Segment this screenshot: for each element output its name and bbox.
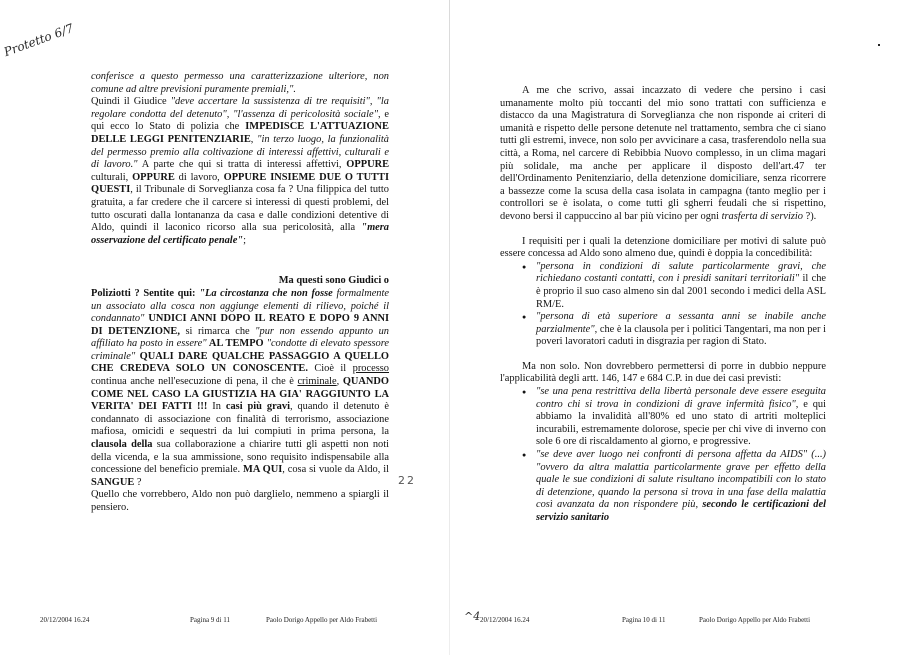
text-span: trasferta di servizio: [721, 210, 804, 222]
text-span: criminale: [297, 376, 337, 388]
text-span: Cioè il: [307, 363, 353, 375]
text-span: conferisce a questo permesso una caratterizzazione ulteriore, non comune ad altre previsioni puramente premiali,".: [91, 71, 389, 95]
text-span: "mera osservazione del certificato penale": [91, 222, 389, 246]
text-span: ?: [134, 476, 142, 488]
text-span: AL TEMPO: [206, 338, 267, 350]
paragraph-gap: [91, 247, 389, 261]
text-span: , il Tribunale di Sorveglianza cosa fa ? Una filippica del tutto gratuita, a far credere che il carcere si interessi di questi problemi, del tutto oscurati dalla lontananza da casa e dalle condizioni detentive di Aldo, quindi il laconico ricorso alla sua pericolosità, alla: [91, 184, 389, 234]
paragraph: [91, 96, 389, 247]
text-span: "persona in condizioni di salute particolarmente gravi, che richiedano costanti contatti, con i presidi sanitari territoriali": [536, 260, 826, 285]
text-span: SANGUE: [91, 476, 135, 488]
paragraph: Ma non solo. Non dovrebbero permettersi di porre in dubbio neppure l'applicabilità degli artt. 146, 147 e 684 C.P. in due dei casi previsti:: [500, 360, 826, 385]
text-span: il che è proprio il suo caso almeno sin dal 2001 secondo i medici della ASL RM/E.: [536, 273, 827, 310]
text-span: sua collaborazione a chiarire tutti gli aspetti non noti della vicenda, e la sua ammissione, sono requisito indispensabile alla concessione del beneficio premiale.: [91, 439, 389, 476]
footer-page-number: Pagina 9 di 11: [190, 616, 230, 624]
section-heading: Ma questi sono Giudici o: [278, 275, 389, 287]
text-span: casi più gravi: [225, 401, 290, 413]
text-span: IMPEDISCE L'ATTUAZIONE DELLE LEGGI PENITENZIARIE: [91, 121, 389, 145]
list-item: [522, 386, 826, 449]
text-span: "in terzo luogo, la funzionalità del permesso premio alla coltivazione di interessi affettivi, culturali e di lavoro.": [91, 133, 389, 171]
text-span: continua anche nell'esecuzione di pena, il che è: [91, 376, 298, 388]
list-item: [522, 261, 826, 311]
footer-page-number: Pagina 10 di 11: [622, 616, 666, 624]
footer-date: 20/12/2004 16.24: [480, 616, 530, 624]
text-span: "se deve aver luogo nei confronti di persona affetta da AIDS" (...) "ovvero da altra malattia particolarmente grave per effetto della quale le sue condizioni di salute risultano incompatibili con lo stato di detenzione, quando la persona si trova in una fase della malattia così avanzata da non rispondere più,: [536, 449, 826, 511]
paragraph: Quello che vorrebbero, Aldo non può darglielo, nemmeno a spiargli il pensiero.: [91, 489, 389, 513]
list-item: [522, 311, 826, 349]
text-span: "se una pena restrittiva della libertà personale deve essere eseguita contro chi si trova in condizioni di grave infermità fisico": [536, 386, 826, 410]
text-span: processo: [352, 363, 389, 375]
text-span: UNDICI ANNI DOPO IL REATO E DOPO 9 ANNI DI DETENZIONE,: [91, 313, 389, 337]
text-span: , e qui abbiamo la invalidità all'80% ed uno stato di artriti molteplici incurabili, estremamente dolorose, specie per chi vive di inverno con sole 6 ore di riscaldamento al giorno, e progressive.: [536, 398, 826, 448]
text-span: MA QUI: [243, 464, 283, 476]
paragraph: [91, 71, 389, 96]
text-span: Poliziotti ? Sentite qui:: [91, 287, 200, 299]
text-span: "condotte di elevato spessore criminale": [91, 338, 390, 362]
text-span: OPPURE: [132, 171, 175, 183]
footer-date: 20/12/2004 16.24: [40, 616, 90, 624]
text-span: , e qui ecco lo Stato di polizia che: [91, 108, 389, 133]
list-item: [522, 449, 826, 525]
text-span: ?).: [803, 210, 817, 222]
paragraph: [91, 288, 389, 490]
text-span: "persona di età superiore a sessanta anni se inabile anche parzialmente": [536, 311, 826, 335]
text-span: ,: [250, 133, 258, 145]
text-span: si rimarca che: [179, 325, 256, 337]
paragraph: [500, 85, 826, 224]
text-span: "La circostanza che non fosse: [199, 287, 333, 299]
text-span: secondo le certificazioni del servizio sanitario: [536, 499, 826, 523]
text-span: culturali,: [91, 171, 133, 183]
text-span: ;: [243, 234, 246, 246]
text-span: clausola della: [91, 439, 153, 451]
scan-mark: [878, 44, 880, 46]
paragraph-gap: [91, 261, 389, 275]
footer-author: Paolo Dorigo Appello per Aldo Frabetti: [699, 616, 811, 624]
bullet-list: [500, 386, 826, 525]
bullet-list: [500, 261, 826, 349]
text-span: ,: [336, 376, 343, 388]
text-span: QUALI DARE QUALCHE PASSAGGIO A QUELLO CHE CREDEVA SOLO UN CONOSCENTE.: [91, 350, 389, 375]
paragraph-gap: [500, 224, 826, 236]
right-page: [398, 0, 900, 655]
text-span: , quando il detenuto è condannato di associazione con finalità di terrorismo, associazione mafiosa, omicidi e sequestri da lui compiuti in prima persona, la: [91, 401, 389, 438]
text-span: Quindi il Giudice: [91, 96, 171, 108]
text-span: OPPURE INSIEME DUE O TUTTI QUESTI: [91, 171, 389, 196]
right-text-column: [500, 85, 826, 525]
text-span: In: [207, 401, 226, 413]
left-text-column: [91, 71, 389, 515]
text-span: A me che scrivo, assai incazzato di vedere che persino i casi umanamente molto più toccanti del mio sono trattati con sufficienza e distacco da una Magistratura di Sorveglianza che non risponde ai criteri di umanità e rispetto delle persone detenute nel trattamento, sembra che ci siano tutti gli estremi, invece, non solo per avvicinare a casa, trasferendolo nella sua città, a Roma, nel carcere di Rebibbia Nuovo complesso, in un clima magari più solidale, ma anche per applicare il disposto dell'art.47 ter dell'Ordinamento Penitenziario, della detenzione domiciliare, senza ricorrere a bassezze come la scusa della casa isolata in campagna (tanto meglio per i controllori se è isolata, o come tutti gli sgherri feudali che si rispettino, devono bersi il cappuccino al bar più vicino per ogni: [500, 85, 826, 222]
text-span: di lavoro,: [174, 171, 224, 183]
page-number-scribble: ^4: [464, 610, 481, 623]
corner-handwriting: Protetto 6/7: [2, 21, 76, 60]
text-span: , cosa si vuole da Aldo, il: [282, 464, 389, 476]
text-span: A parte che qui si tratta di interessi affettivi,: [137, 159, 347, 171]
footer-author: Paolo Dorigo Appello per Aldo Frabetti: [266, 616, 378, 624]
paragraph: I requisiti per i quali la detenzione domiciliare per motivi di salute può essere concessa ad Aldo sono almeno due, quindi è doppia la concedibilità:: [500, 235, 826, 260]
paragraph-gap: [500, 349, 826, 361]
text-span: "deve accertare la sussistenza di tre requisiti", "la regolare condotta del detenuto", "l'assenza di pericolosità sociale": [91, 96, 389, 120]
text-span: , che è la clausola per i politici Tangentari, ma non per i poveri lavoratori caduti in disgrazia per ragion di Stato.: [536, 323, 826, 348]
side-stamp: 22: [398, 474, 416, 487]
text-span: "pur non essendo appunto un affiliato ha posto in essere": [91, 325, 389, 350]
text-span: QUANDO COME NEL CASO LA GIUSTIZIA HA GIA' RAGGIUNTO LA VERITA' DEI FATTI !!!: [91, 376, 389, 413]
text-span: formalmente un associato alla cosca non aggiunge elementi di rilievo, poiché il condannato": [91, 287, 390, 325]
text-span: OPPURE: [346, 159, 390, 171]
